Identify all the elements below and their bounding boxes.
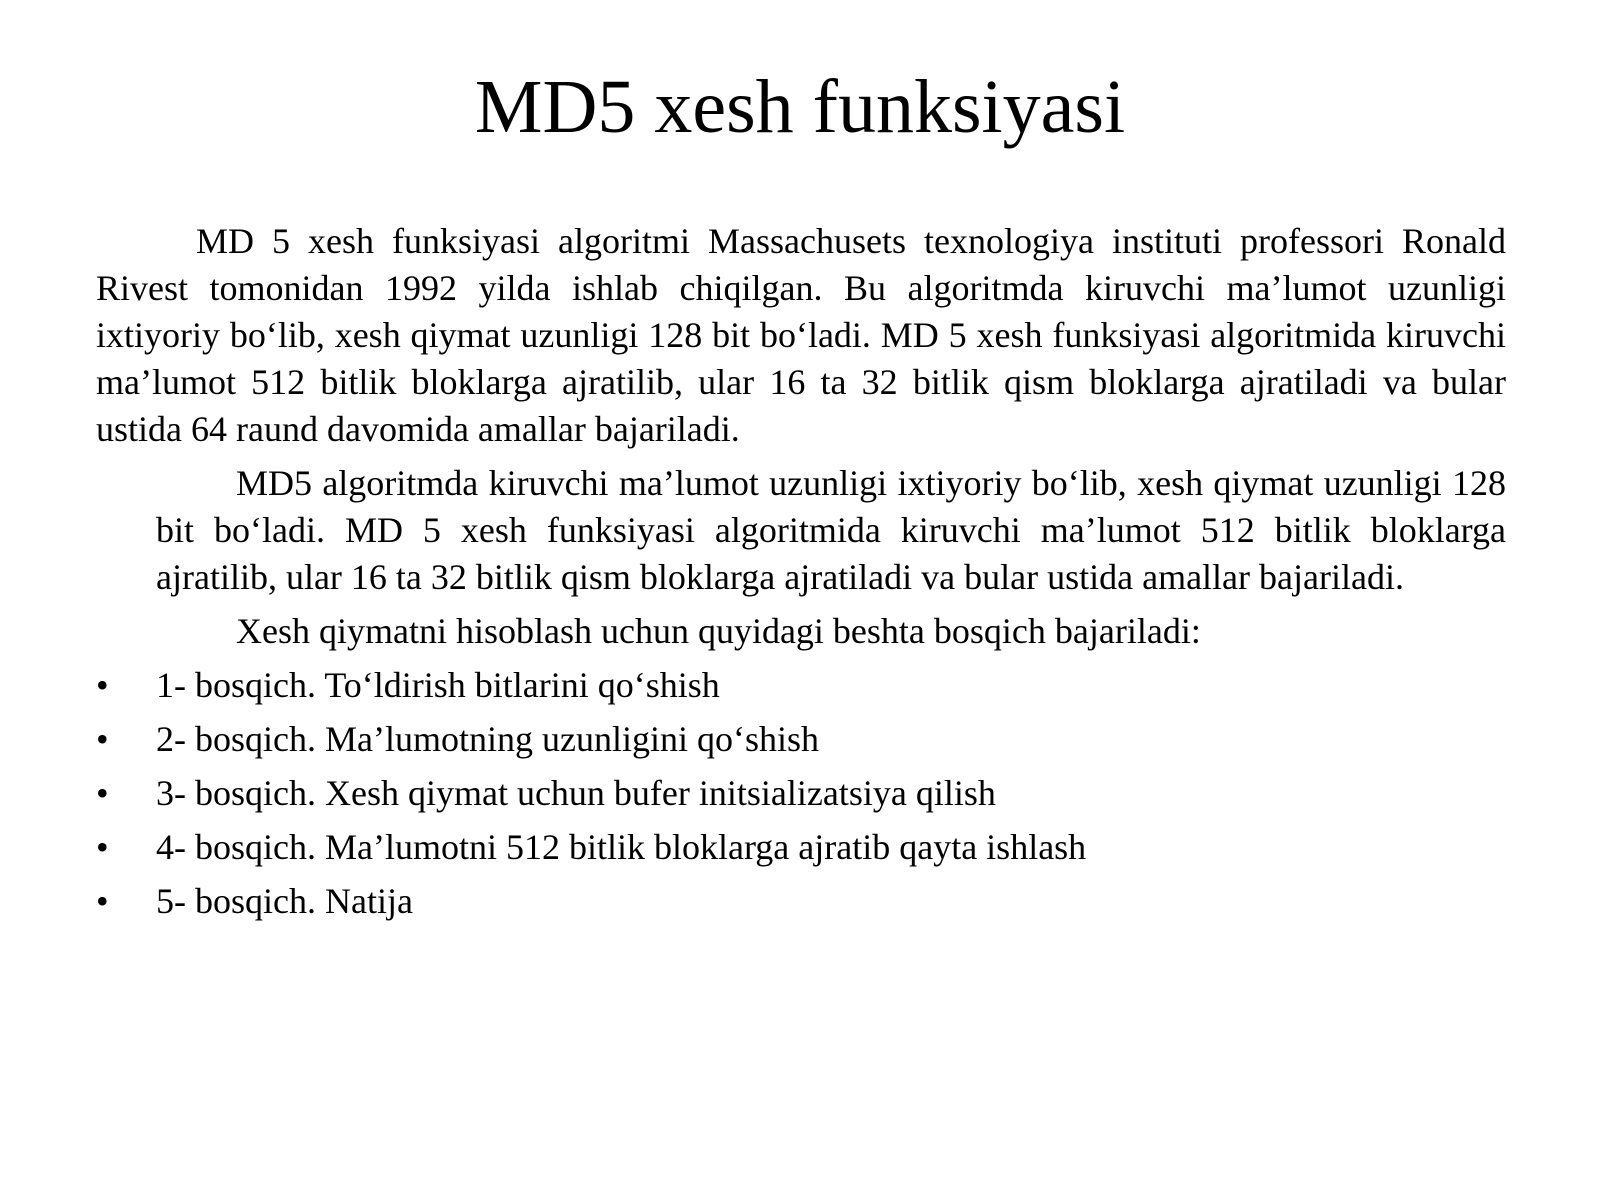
list-item [96, 878, 1506, 925]
list-item [96, 770, 1506, 817]
step-text: 2- bosqich. Ma’lumotning uzunligini qo‘shish [156, 719, 819, 759]
bullet-icon: • [96, 773, 109, 813]
paragraph-steps-intro: Xesh qiymatni hisoblash uchun quyidagi beshta bosqich bajariladi: [236, 611, 1201, 651]
step-text: 1- bosqich. To‘ldirish bitlarini qo‘shish [156, 665, 720, 705]
bullet-icon: • [96, 665, 109, 705]
slide-body [96, 218, 1506, 932]
bullet-icon: • [96, 827, 109, 867]
paragraph-intro: MD 5 xesh funksiyasi algoritmi Massachusets texnologiya instituti professori Ronald Rivest tomonidan 1992 yilda ishlab chiqilgan. Bu algoritmda kiruvchi ma’lumot uzunligi ixtiyoriy bo‘lib, xesh qiymat uzunligi 128 bit bo‘ladi. MD 5 xesh funksiyasi algoritmida kiruvchi ma’lumot 512 bitlik bloklarga ajratilib, ular 16 ta 32 bitlik qism bloklarga ajratiladi va bular ustida 64 raund davomida amallar bajariladi. [96, 221, 1506, 449]
step-text: 5- bosqich. Natija [156, 881, 413, 921]
paragraph-md5-details: MD5 algoritmda kiruvchi ma’lumot uzunligi ixtiyoriy bo‘lib, xesh qiymat uzunligi 128 bit bo‘ladi. MD 5 xesh funksiyasi algoritmida kiruvchi ma’lumot 512 bitlik bloklarga ajratilib, ular 16 ta 32 bitlik qism bloklarga ajratiladi va bular ustida amallar bajariladi. [156, 463, 1506, 597]
list-item [96, 716, 1506, 763]
bullet-icon: • [96, 881, 109, 921]
step-text: 4- bosqich. Ma’lumotni 512 bitlik bloklarga ajratib qayta ishlash [156, 827, 1087, 867]
slide-title: MD5 xesh funksiyasi [474, 65, 1126, 149]
list-item [96, 824, 1506, 871]
bullet-icon: • [96, 719, 109, 759]
list-item [96, 662, 1506, 709]
step-text: 3- bosqich. Xesh qiymat uchun bufer initsializatsiya qilish [156, 773, 996, 813]
steps-list [96, 662, 1506, 925]
